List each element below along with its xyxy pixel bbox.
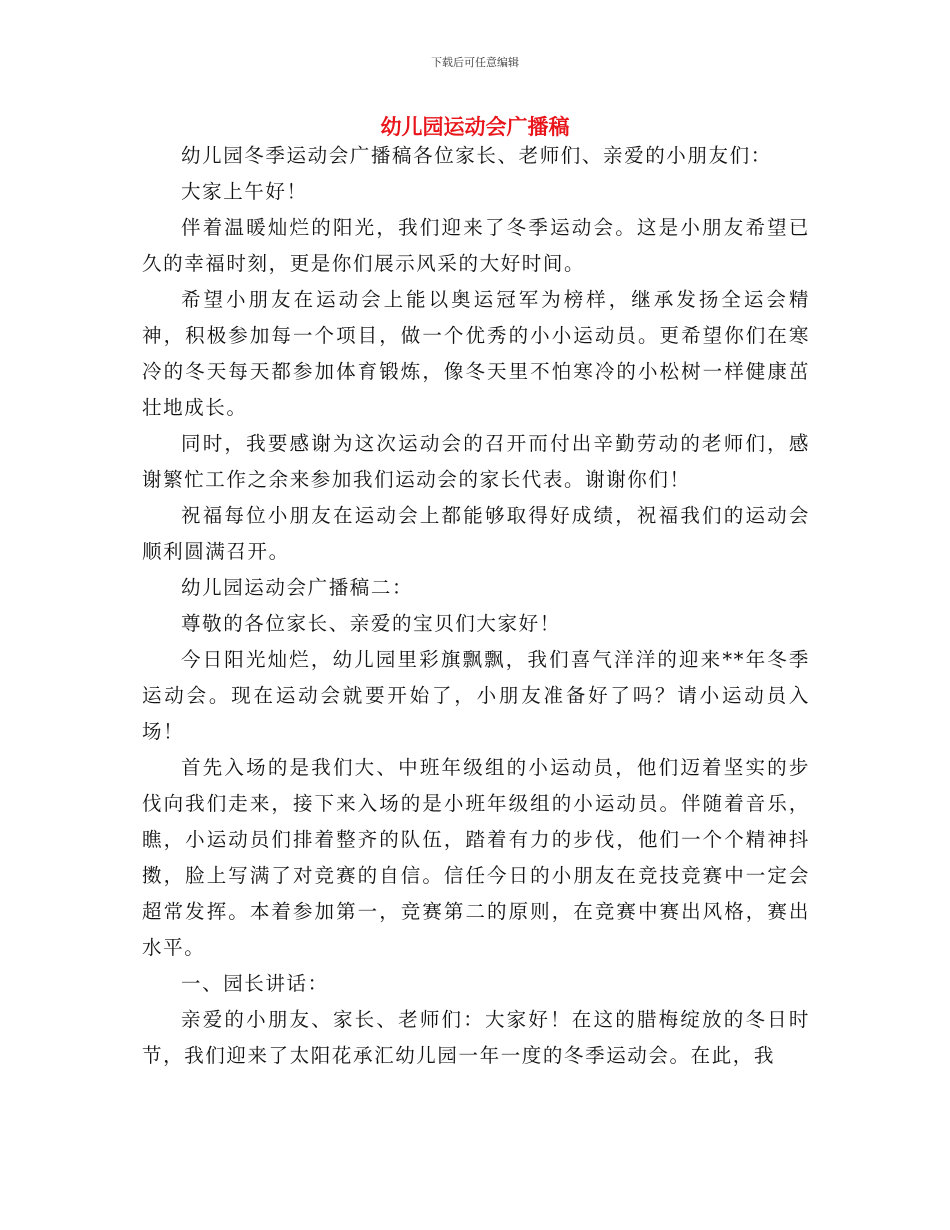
document-body [142,138,810,1074]
paragraph-good-morning: 大家上午好！ [181,180,308,203]
paragraph-greeting: 幼儿园冬季运动会广播稿各位家长、老师们、亲爱的小朋友们： [181,144,772,167]
paragraph-opening: 今日阳光灿烂，幼儿园里彩旗飘飘，我们喜气洋洋的迎来**年冬季运动会。现在运动会就要开始了，小朋友准备好了吗？请小运动员入场！ [142,648,810,743]
paragraph-respected: 尊敬的各位家长、亲爱的宝贝们大家好！ [181,612,561,635]
paragraph-entrance: 首先入场的是我们大、中班年级组的小运动员，他们迈着坚实的步伐向我们走来，接下来入场的是小班年级组的小运动员。伴随着音乐，瞧，小运动员们排着整齐的队伍，踏着有力的步伐，他们一个个精神抖擞，脸上写满了对竞赛的自信。信任今日的小朋友在竞技竞赛中一定会超常发挥。本着参加第一，竞赛第二的原则，在竞赛中赛出风格，赛出水平。 [142,756,810,959]
paragraph-hope: 希望小朋友在运动会上能以奥运冠军为榜样，继承发扬全运会精神，积极参加每一个项目，做一个优秀的小小运动员。更希望你们在寒冷的冬天每天都参加体育锻炼，像冬天里不怕寒冷的小松树一样健康茁壮地成长。 [142,288,810,419]
paragraph-thanks: 同时，我要感谢为这次运动会的召开而付出辛勤劳动的老师们，感谢繁忙工作之余来参加我们运动会的家长代表。谢谢你们！ [142,432,810,491]
paragraph-section-heading: 一、园长讲话： [181,972,329,995]
paragraph-sunshine: 伴着温暖灿烂的阳光，我们迎来了冬季运动会。这是小朋友希望已久的幸福时刻，更是你们展示风采的大好时间。 [142,216,810,275]
paragraph-wishes: 祝福每位小朋友在运动会上都能够取得好成绩，祝福我们的运动会顺利圆满召开。 [142,504,810,563]
paragraph-director-speech: 亲爱的小朋友、家长、老师们：大家好！在这的腊梅绽放的冬日时节，我们迎来了太阳花承汇幼儿园一年一度的冬季运动会。在此，我 [142,1008,810,1067]
document-title: 幼儿园运动会广播稿 [380,115,570,139]
header-note: 下载后可任意编辑 [431,56,519,69]
paragraph-second-script: 幼儿园运动会广播稿二： [181,576,414,599]
